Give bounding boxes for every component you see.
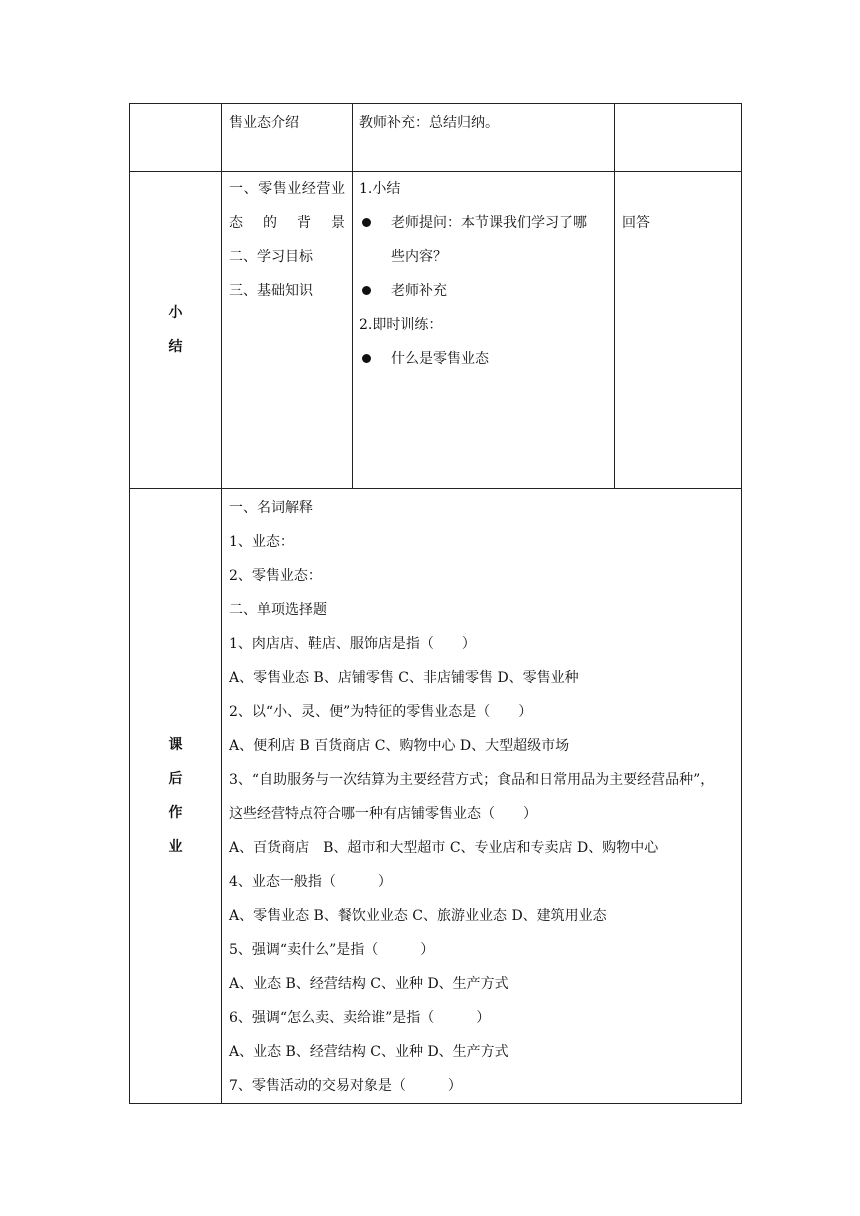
student-activity-cell-empty <box>615 104 742 172</box>
homework-line: A、业态 B、经营结构 C、业种 D、生产方式 <box>229 1044 509 1060</box>
summary-item-1: 1.小结 <box>359 181 401 197</box>
lesson-plan-table <box>129 103 742 1104</box>
bullet-icon <box>362 286 371 295</box>
topic-cell <box>222 104 353 172</box>
homework-line: 7、零售活动的交易对象是（ ） <box>229 1078 462 1094</box>
homework-content-cell <box>222 489 742 1104</box>
homework-lines <box>222 489 741 1103</box>
homework-line: 2、零售业态： <box>229 568 322 584</box>
summary-topic-1: 一、零售业经营业态的背景 <box>229 181 345 231</box>
topic-text: 售业态介绍 <box>229 115 299 131</box>
summary-teacher-cell <box>353 172 615 489</box>
bullet-icon <box>362 218 371 227</box>
summary-label: 小 结 <box>168 305 183 355</box>
summary-bullet-2: 老师补充 <box>359 274 607 308</box>
homework-line: 1、肉店店、鞋店、服饰店是指（ ） <box>229 636 476 652</box>
teacher-activity-cell <box>353 104 615 172</box>
student-answer-text: 回答 <box>622 215 650 231</box>
homework-line: 3、“自助服务与一次结算为主要经营方式；食品和日常用品为主要经营品种”， <box>229 772 715 788</box>
teacher-text: 教师补充：总结归纳。 <box>359 115 499 131</box>
summary-topic-3: 三、基础知识 <box>229 283 313 299</box>
summary-label-cell <box>130 172 222 489</box>
homework-line: 这些经营特点符合哪一种有店铺零售业态（ ） <box>229 806 537 822</box>
homework-line: 6、强调“怎么卖、卖给谁”是指（ ） <box>229 1010 491 1026</box>
table-row <box>130 104 742 172</box>
summary-topics-cell <box>222 172 353 489</box>
table-row <box>130 489 742 1104</box>
homework-line: 2、以“小、灵、便”为特征的零售业态是（ ） <box>229 704 533 720</box>
summary-topic-2: 二、学习目标 <box>229 249 313 265</box>
homework-line: A、零售业态 B、餐饮业业态 C、旅游业业态 D、建筑用业态 <box>229 908 607 924</box>
homework-line: A、业态 B、经营结构 C、业种 D、生产方式 <box>229 976 509 992</box>
summary-item-2: 2.即时训练： <box>359 317 443 333</box>
stage-cell-empty <box>130 104 222 172</box>
homework-label-cell <box>130 489 222 1104</box>
homework-line: 4、业态一般指（ ） <box>229 874 392 890</box>
homework-line: A、零售业态 B、店铺零售 C、非店铺零售 D、零售业种 <box>229 670 579 686</box>
homework-line: 1、业态： <box>229 534 294 550</box>
table-row <box>130 172 742 489</box>
summary-bullet-1: 老师提问：本节课我们学习了哪 些内容？ <box>359 206 607 274</box>
bullet-icon <box>362 354 371 363</box>
homework-line: 5、强调“卖什么”是指（ ） <box>229 942 435 958</box>
homework-line: 二、单项选择题 <box>229 602 327 618</box>
summary-student-cell <box>615 172 742 489</box>
homework-line: A、便利店 B 百货商店 C、购物中心 D、大型超级市场 <box>229 738 570 754</box>
summary-bullet-3: 什么是零售业态 <box>359 342 607 376</box>
homework-line: 一、名词解释 <box>229 500 313 516</box>
homework-label: 课 后 作 业 <box>168 737 183 855</box>
homework-line: A、百货商店 B、超市和大型超市 C、专业店和专卖店 D、购物中心 <box>229 840 659 856</box>
